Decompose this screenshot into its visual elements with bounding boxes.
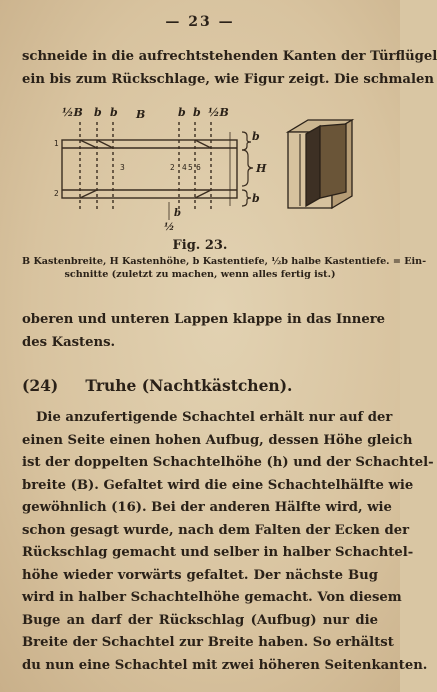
label-b-right-top: b [252, 130, 260, 143]
label-half-b-left: ½B [62, 106, 83, 119]
text-line: Die anzufertigende Schachtel erhält nur auf der [36, 410, 393, 425]
section-heading [22, 376, 378, 395]
label-3: 3 [120, 163, 125, 172]
label-b: b [193, 106, 201, 119]
text-line: schneide in die aufrechtstehenden Kanten der Türflügel [22, 49, 437, 64]
label-b: b [94, 106, 102, 119]
text-line: oberen und unteren Lappen klappe in das Innere [22, 312, 386, 327]
label-6: 6 [196, 163, 201, 172]
label-4: 4 [182, 163, 187, 172]
text-line: Rückschlag gemacht und selber in halber Schachtel- [22, 545, 414, 560]
label-5: 5 [188, 163, 193, 172]
box-sketch [288, 120, 352, 208]
label-H: H [256, 162, 267, 175]
text-line: Breite der Schachtel zur Breite haben. So erhältst [22, 635, 394, 650]
text-line: einen Seite einen hohen Aufbug, dessen Höhe gleich [22, 432, 413, 448]
box-net [62, 122, 237, 220]
label-b-right-bottom: b [252, 192, 260, 205]
label-b: b [110, 106, 118, 119]
section-title: Truhe (Nachtkästchen). [85, 376, 293, 395]
text-line: höhe wieder vorwärts gefaltet. Der nächste Bug [22, 567, 378, 583]
figure-23-diagram [50, 102, 370, 242]
text-line: Buge an darf der Rückschlag (Aufbug) nur die [22, 612, 378, 628]
label-b: b [178, 106, 186, 119]
middle-paragraph [22, 309, 386, 354]
label-bottom-half: ½ [164, 222, 175, 233]
page-number: — 23 — [165, 14, 235, 30]
text-line: breite (B). Gefaltet wird die eine Schachtelhälfte wie [22, 477, 414, 493]
section-number: (24) [22, 376, 59, 395]
label-half-b-right: ½B [208, 106, 229, 119]
top-paragraph [22, 46, 437, 91]
label-side-1: 1 [54, 139, 59, 148]
text-line: gewöhnlich (16). Bei der anderen Hälfte wird, wie [22, 500, 392, 515]
text-line: schon gesagt wurde, nach dem Falten der Ecken der [22, 522, 410, 538]
label-bottom-b: b [174, 208, 181, 219]
text-line: du nun eine Schachtel mit zwei höheren Seitenkanten. [22, 657, 428, 673]
text-line: des Kastens. [22, 334, 116, 350]
legend-line: schnitte (zuletzt zu machen, wenn alles fertig ist.) [64, 268, 336, 280]
legend-line: B Kastenbreite, H Kastenhöhe, b Kastentiefe, ½b halbe Kastentiefe. = Ein- [22, 256, 427, 267]
text-line: wird in halber Schachtelhöhe gemacht. Von diesem [22, 590, 402, 605]
text-line: ist der doppelten Schachtelhöhe (h) und der Schachtel- [22, 455, 434, 470]
label-2: 2 [170, 163, 175, 172]
figure-caption: Fig. 23. [172, 238, 228, 253]
body-paragraph [22, 407, 434, 677]
text-line: ein bis zum Rückschlage, wie Figur zeigt. Die schmalen [22, 71, 434, 87]
label-B: B [136, 108, 146, 121]
figure-legend [22, 256, 427, 281]
label-side-2: 2 [54, 189, 59, 198]
